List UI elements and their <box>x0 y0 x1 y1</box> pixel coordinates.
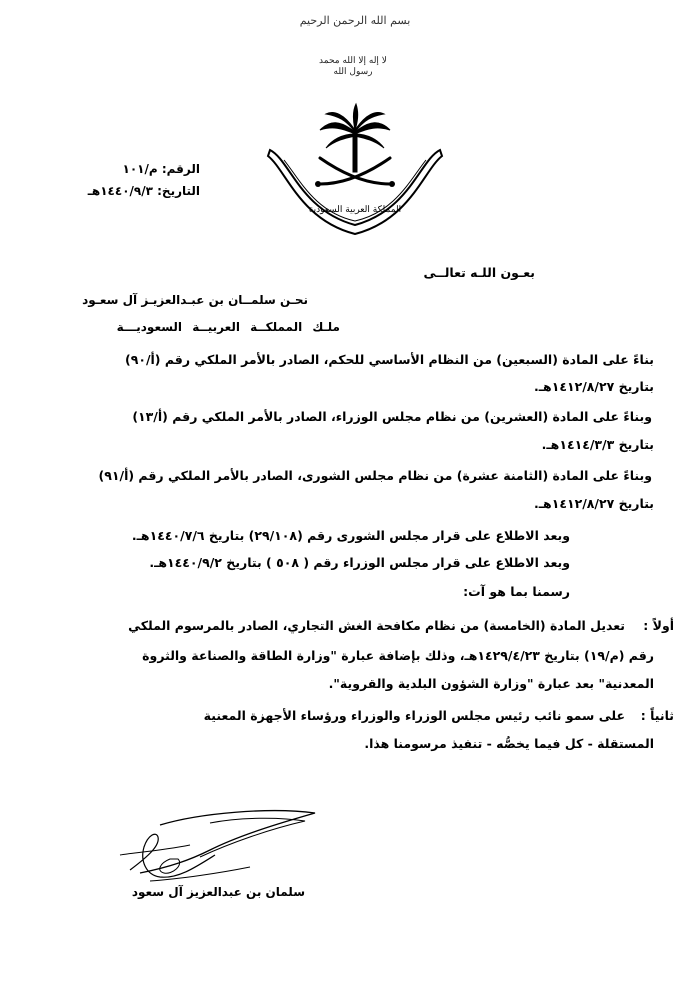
invocation: بعـون اللـه تعالــى <box>423 265 535 280</box>
article-first-line-3: المعدنية" بعد عبارة "وزارة الشؤون البلدية والقروية". <box>328 676 654 691</box>
article-first-line-1: تعديل المادة (الخامسة) من نظام مكافحة الغش التجاري، الصادر بالمرسوم الملكي <box>128 618 625 633</box>
emblem-text: المملكة العربية السعودية <box>308 205 402 215</box>
shahada-inscription: لا إله إلا الله محمد رسول الله <box>319 56 387 77</box>
article-first-line-2: رقم (م/١٩) بتاريخ ١٤٢٩/٤/٢٣هـ، وذلك بإضافة عبارة "وزارة الطاقة والصناعة والثروة <box>142 648 654 663</box>
basmala: بسم الله الرحمن الرحيم <box>299 14 411 27</box>
preamble-line-5: وبناءً على المادة (الثامنة عشرة) من نظام مجلس الشورى، الصادر بالأمر الملكي رقم (أ/٩١) <box>98 468 652 483</box>
decree-date: التاريخ: ١٤٤٠/٩/٣هـ <box>87 184 200 198</box>
preamble-line-7: وبعد الاطلاع على قرار مجلس الشورى رقم (٢٩/١٠٨) بتاريخ ١٤٤٠/٧/٦هـ. <box>131 528 570 543</box>
preamble-line-4: بتاريخ ١٤١٤/٣/٣هـ. <box>541 437 654 452</box>
signatory-name: سلمان بن عبدالعزيز آل سعود <box>131 885 305 899</box>
article-second-line-2: المستقلة - كل فيما يخصُّه - تنفيذ مرسومنا هذا. <box>364 736 654 751</box>
article-first-label: أولاً : <box>643 618 674 633</box>
preamble-line-1: بناءً على المادة (السبعين) من النظام الأساسي للحكم، الصادر بالأمر الملكي رقم (أ/٩٠) <box>124 352 654 367</box>
preamble-line-9: رسمنا بما هو آت: <box>463 584 570 599</box>
saudi-emblem <box>260 100 450 240</box>
reference-number: الرقم: م/١٠١ <box>122 162 200 176</box>
preamble-line-2: بتاريخ ١٤١٢/٨/٢٧هـ. <box>534 379 654 394</box>
king-name-line: نحـن سلمــان بن عبـدالعزيـز آل سعـود <box>82 293 308 307</box>
preamble-line-8: وبعد الاطلاع على قرار مجلس الوزراء رقم ( ٥٠٨ ) بتاريخ ١٤٤٠/٩/٢هـ. <box>149 555 570 570</box>
king-title-line: ملـك المملكــة العربيــة السعوديـــة <box>116 320 340 334</box>
preamble-line-6: بتاريخ ١٤١٢/٨/٢٧هـ. <box>534 496 654 511</box>
palm-tree-icon <box>320 104 390 172</box>
article-second-line-1: على سمو نائب رئيس مجلس الوزراء والوزراء ورؤساء الأجهزة المعنية <box>203 708 625 723</box>
article-second-label: ثانياً : <box>640 708 674 723</box>
preamble-line-3: وبناءً على المادة (العشرين) من نظام مجلس الوزراء، الصادر بالأمر الملكي رقم (أ/١٣) <box>132 409 652 424</box>
reference-block <box>10 158 200 202</box>
